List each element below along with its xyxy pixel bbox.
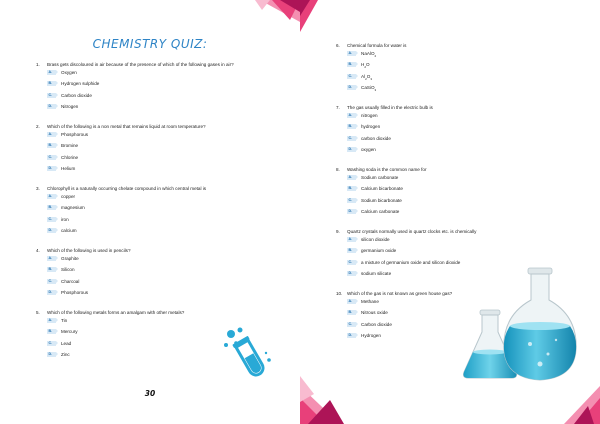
answer-option[interactable] (47, 327, 184, 338)
option-text: Carbon dioxide (361, 321, 392, 327)
option-text: a mixture of germanium oxide and silicon dioxide (361, 259, 461, 265)
option-text: Bromine (61, 143, 79, 149)
question-number: 1. (36, 62, 40, 67)
question-number: 10. (336, 291, 343, 296)
option-letter-badge: C. (47, 217, 56, 222)
answer-option[interactable] (47, 192, 206, 203)
question-label: Which of the gas is not known as green house gas? (347, 291, 453, 296)
question-7 (336, 105, 433, 156)
answer-option[interactable] (347, 60, 406, 71)
answer-option[interactable] (347, 258, 476, 269)
option-text: Hydrogen sulphide (61, 81, 100, 87)
option-letter-badge: D. (47, 290, 56, 295)
option-text: Calcium carbonate (361, 208, 400, 214)
answer-option[interactable] (47, 215, 206, 226)
option-text: calcium (61, 227, 77, 233)
question-5 (36, 310, 184, 361)
answer-option[interactable] (47, 203, 206, 214)
option-text: Calcium bicarbonate (361, 186, 403, 192)
option-text: Sodium carbonate (361, 175, 399, 180)
answer-option[interactable] (47, 68, 234, 79)
option-text: iron (61, 216, 69, 222)
option-text: Lead (61, 340, 72, 346)
option-letter-badge: D. (347, 147, 356, 152)
answer-option[interactable] (347, 49, 406, 60)
right-page (300, 0, 600, 424)
option-letter-badge: A. (347, 175, 356, 180)
question-number: 8. (336, 167, 340, 172)
option-letter-badge: B. (347, 62, 356, 67)
option-text: Phosphorous (61, 289, 89, 295)
question-label: Which of the following is used in pencils? (47, 248, 131, 253)
question-8 (336, 167, 427, 218)
answer-option[interactable] (347, 196, 427, 207)
option-letter-badge: D. (347, 271, 356, 276)
quiz-title: CHEMISTRY QUIZ: (92, 37, 208, 51)
answer-option[interactable] (347, 184, 427, 195)
answer-option[interactable] (347, 320, 452, 331)
option-letter-badge: C. (47, 155, 56, 160)
option-text: carbon dioxide (361, 135, 391, 141)
option-letter-badge: D. (347, 85, 356, 90)
option-letter-badge: A. (47, 318, 56, 323)
option-text: Silicon (61, 267, 75, 273)
answer-option[interactable] (47, 130, 206, 141)
answer-option[interactable] (347, 111, 433, 122)
question-number: 7. (336, 105, 340, 110)
option-text: Phosphorous (61, 132, 89, 137)
option-text: copper (61, 194, 76, 199)
option-text: Chlorine (61, 154, 79, 160)
option-text: CaSiO$_3$ (361, 84, 377, 92)
question-label: Which of the following metals forms an amalgam with other metals? (47, 310, 185, 315)
answer-option[interactable] (47, 277, 131, 288)
answer-option[interactable] (347, 173, 427, 184)
option-text: germanium oxide (361, 248, 397, 254)
answer-option[interactable] (347, 72, 406, 83)
option-text: Helium (61, 165, 76, 171)
option-text: Oxygen (61, 70, 77, 75)
answer-option[interactable] (47, 164, 206, 175)
question-number: 9. (336, 229, 340, 234)
option-letter-badge: D. (47, 352, 56, 357)
option-letter-badge: A. (47, 132, 56, 137)
answer-option[interactable] (47, 79, 234, 90)
answer-option[interactable] (47, 226, 206, 237)
option-letter-badge: A. (47, 70, 56, 75)
answer-option[interactable] (347, 134, 433, 145)
corner-decoration-bottom-left (300, 376, 350, 424)
option-letter-badge: B. (347, 186, 356, 191)
answer-option[interactable] (47, 265, 131, 276)
question-label: Chemical formula for water is (347, 43, 407, 48)
answer-option[interactable] (347, 235, 476, 246)
answer-option[interactable] (347, 122, 433, 133)
corner-decoration-top-left (300, 0, 318, 36)
option-text: magnesium (61, 205, 85, 211)
answer-option[interactable] (47, 153, 206, 164)
answer-option[interactable] (47, 288, 131, 299)
corner-decoration-bottom-right (554, 386, 600, 424)
option-letter-badge: B. (47, 267, 56, 272)
answer-option[interactable] (347, 246, 476, 257)
option-text: Mercury (61, 329, 78, 335)
option-text: nitrogen (361, 113, 378, 118)
question-number: 6. (336, 43, 340, 48)
option-letter-badge: C. (347, 136, 356, 141)
option-text: oxygen (361, 146, 376, 152)
option-text: Carbon dioxide (61, 92, 92, 98)
option-letter-badge: D. (347, 209, 356, 214)
option-letter-badge: D. (347, 333, 356, 338)
round-flask-icon (500, 266, 580, 384)
answer-option[interactable] (47, 254, 131, 265)
question-3 (36, 186, 206, 237)
option-text: Zinc (61, 351, 70, 357)
option-text: Hydrogen (361, 332, 381, 338)
answer-option[interactable] (47, 102, 234, 113)
option-letter-badge: B. (47, 205, 56, 210)
option-letter-badge: A. (347, 237, 356, 242)
question-number: 4. (36, 248, 40, 253)
answer-option[interactable] (47, 339, 184, 350)
option-text: Nitrogen (61, 103, 79, 109)
option-text: silicon dioxide (361, 237, 390, 242)
option-text: Graphite (61, 256, 79, 261)
answer-option[interactable] (347, 297, 452, 308)
option-letter-badge: D. (47, 228, 56, 233)
option-letter-badge: A. (347, 51, 356, 56)
option-letter-badge: B. (47, 81, 56, 86)
answer-option[interactable] (347, 269, 476, 280)
option-letter-badge: C. (347, 322, 356, 327)
option-letter-badge: C. (47, 93, 56, 98)
option-text: $H_2O$ (361, 62, 370, 70)
answer-option[interactable] (347, 83, 406, 94)
option-text: Nitrous oxide (361, 310, 388, 316)
option-letter-badge: A. (347, 113, 356, 118)
question-4 (36, 248, 131, 299)
question-number: 3. (36, 186, 40, 191)
page-number: 30 (144, 389, 156, 398)
option-letter-badge: B. (347, 124, 356, 129)
question-9 (336, 229, 476, 280)
option-letter-badge: A. (347, 299, 356, 304)
question-label: Chlorophyll is a naturally occurring chelate compound in which central metal is (47, 186, 207, 191)
question-2 (36, 124, 206, 175)
question-6 (336, 43, 406, 94)
option-letter-badge: C. (347, 260, 356, 265)
corner-decoration-top-right (250, 0, 300, 28)
option-letter-badge: B. (47, 143, 56, 148)
option-letter-badge: B. (347, 248, 356, 253)
answer-option[interactable] (47, 91, 234, 102)
option-text: Charcoal (61, 278, 80, 284)
option-text: Methane (361, 299, 379, 304)
option-text: sodium silicate (361, 270, 392, 276)
option-text: Sodium bicarbonate (361, 197, 402, 203)
answer-option[interactable] (47, 316, 184, 327)
option-letter-badge: D. (47, 104, 56, 109)
question-1 (36, 62, 234, 113)
answer-option[interactable] (347, 145, 433, 156)
question-label: Quartz crystals normally used in quartz clocks etc. is chemically (347, 229, 477, 234)
option-letter-badge: D. (47, 166, 56, 171)
option-letter-badge: C. (47, 341, 56, 346)
question-label: Washing soda is the common name for (347, 167, 427, 172)
option-text: NaAlO$_2$ (361, 51, 377, 58)
option-letter-badge: B. (47, 329, 56, 334)
answer-option[interactable] (47, 350, 184, 361)
test-tube-icon (222, 325, 274, 387)
answer-option[interactable] (347, 207, 427, 218)
option-letter-badge: A. (47, 256, 56, 261)
answer-option[interactable] (47, 141, 206, 152)
option-letter-badge: C. (47, 279, 56, 284)
option-letter-badge: C. (347, 198, 356, 203)
option-letter-badge: B. (347, 310, 356, 315)
question-label: The gas usually filled in the electric bulb is (347, 105, 433, 110)
question-number: 2. (36, 124, 40, 129)
option-text: $Al_2O_3$ (361, 73, 373, 81)
option-letter-badge: C. (347, 74, 356, 79)
question-number: 5. (36, 310, 40, 315)
question-label: Brass gets discoloured in air because of the presence of which of the following gases in air? (47, 62, 234, 67)
answer-option[interactable] (347, 308, 452, 319)
option-text: hydrogen (361, 124, 381, 130)
option-letter-badge: A. (47, 194, 56, 199)
question-10 (336, 291, 452, 342)
question-label: Which of the following is a non metal that remains liquid at room temperature? (47, 124, 206, 129)
answer-option[interactable] (347, 331, 452, 342)
option-text: Tin (61, 318, 68, 323)
